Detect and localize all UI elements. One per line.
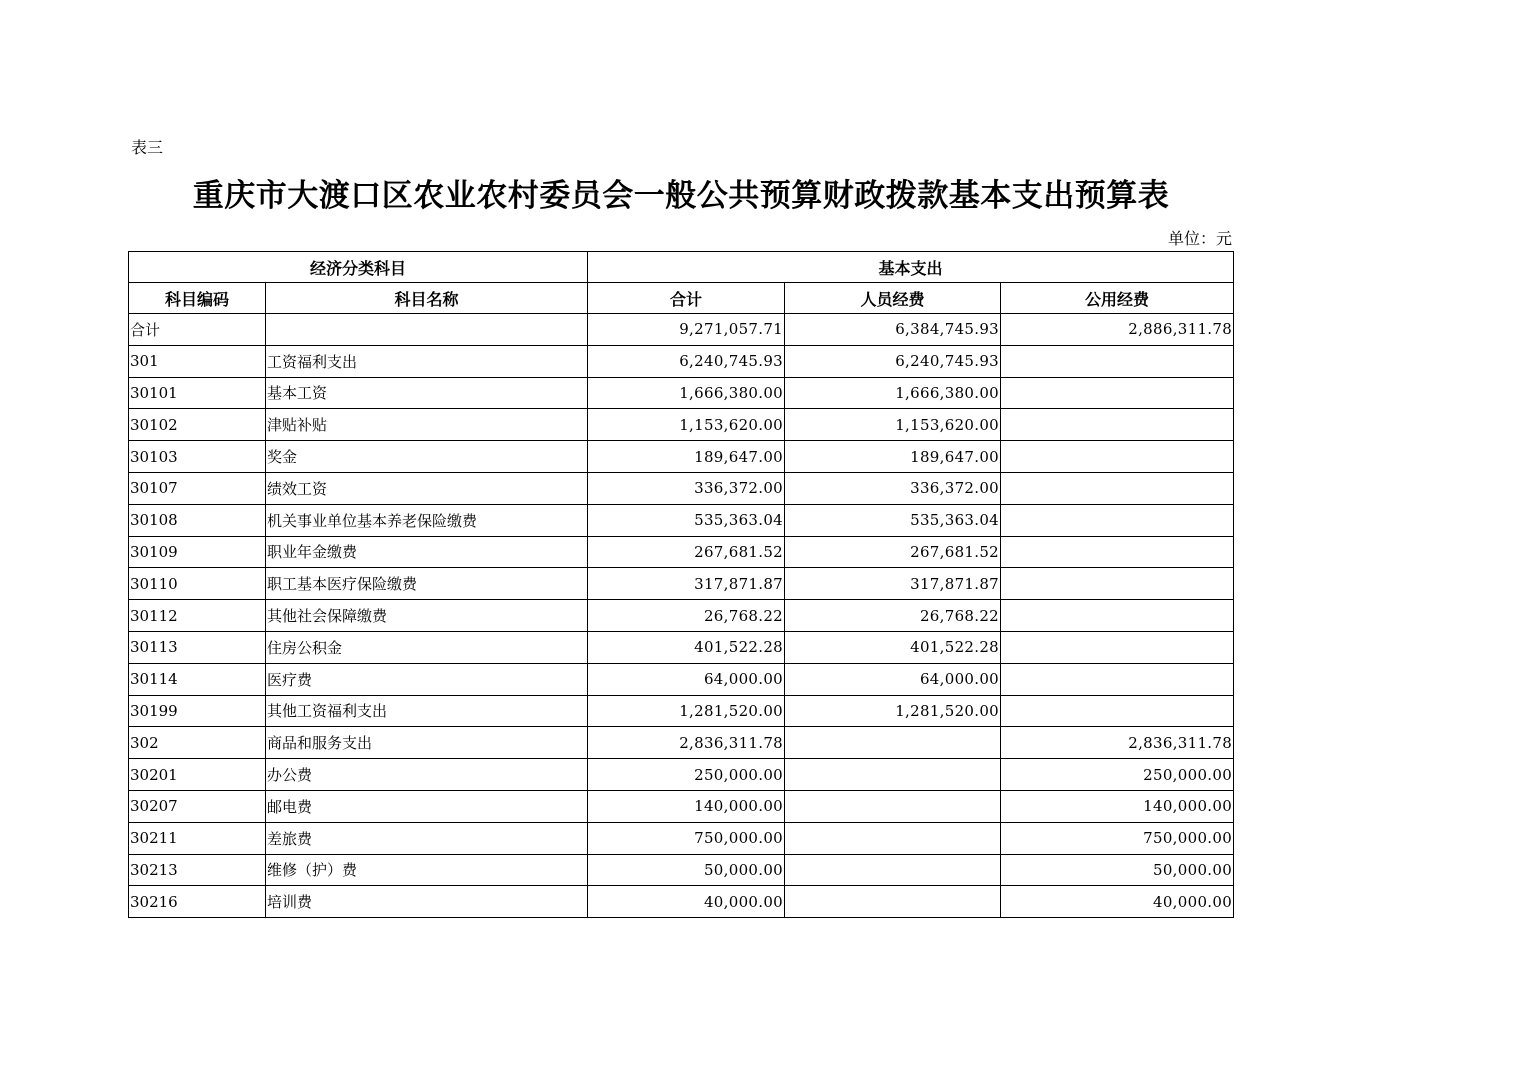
cell-public: 140,000.00 <box>1001 790 1234 822</box>
cell-code: 30211 <box>129 822 266 854</box>
cell-public: 40,000.00 <box>1001 886 1234 918</box>
cell-personnel <box>785 790 1001 822</box>
cell-total: 1,666,380.00 <box>588 377 785 409</box>
cell-personnel <box>785 854 1001 886</box>
table-row <box>129 504 1234 536</box>
cell-total: 6,240,745.93 <box>588 345 785 377</box>
cell-code: 合计 <box>129 314 266 346</box>
cell-public: 50,000.00 <box>1001 854 1234 886</box>
cell-public <box>1001 568 1234 600</box>
cell-total: 9,271,057.71 <box>588 314 785 346</box>
cell-total: 1,281,520.00 <box>588 695 785 727</box>
table-row <box>129 600 1234 632</box>
cell-name: 办公费 <box>266 759 588 791</box>
cell-name: 医疗费 <box>266 663 588 695</box>
cell-personnel: 535,363.04 <box>785 504 1001 536</box>
cell-total: 535,363.04 <box>588 504 785 536</box>
cell-personnel: 64,000.00 <box>785 663 1001 695</box>
table-row <box>129 822 1234 854</box>
cell-code: 30107 <box>129 472 266 504</box>
table-row <box>129 314 1234 346</box>
cell-personnel: 1,281,520.00 <box>785 695 1001 727</box>
cell-personnel: 189,647.00 <box>785 441 1001 473</box>
unit-label: 单位：元 <box>1167 229 1232 248</box>
cell-public <box>1001 472 1234 504</box>
cell-code: 30213 <box>129 854 266 886</box>
cell-public: 250,000.00 <box>1001 759 1234 791</box>
header-code: 科目编码 <box>129 283 266 314</box>
cell-code: 301 <box>129 345 266 377</box>
cell-total: 50,000.00 <box>588 854 785 886</box>
table-row <box>129 759 1234 791</box>
cell-personnel: 6,240,745.93 <box>785 345 1001 377</box>
cell-total: 26,768.22 <box>588 600 785 632</box>
cell-public <box>1001 441 1234 473</box>
cell-code: 30207 <box>129 790 266 822</box>
table-row <box>129 854 1234 886</box>
cell-personnel: 26,768.22 <box>785 600 1001 632</box>
cell-personnel: 401,522.28 <box>785 631 1001 663</box>
cell-public <box>1001 695 1234 727</box>
cell-name: 其他工资福利支出 <box>266 695 588 727</box>
cell-code: 30199 <box>129 695 266 727</box>
header-basic-expenditure: 基本支出 <box>588 252 1234 283</box>
cell-total: 189,647.00 <box>588 441 785 473</box>
cell-code: 30112 <box>129 600 266 632</box>
cell-name: 奖金 <box>266 441 588 473</box>
cell-public <box>1001 504 1234 536</box>
cell-code: 30201 <box>129 759 266 791</box>
cell-name: 邮电费 <box>266 790 588 822</box>
table-row <box>129 377 1234 409</box>
table-row <box>129 663 1234 695</box>
header-name: 科目名称 <box>266 283 588 314</box>
cell-name: 商品和服务支出 <box>266 727 588 759</box>
cell-name: 住房公积金 <box>266 631 588 663</box>
cell-name: 培训费 <box>266 886 588 918</box>
cell-personnel <box>785 886 1001 918</box>
cell-public: 2,836,311.78 <box>1001 727 1234 759</box>
header-personnel: 人员经费 <box>785 283 1001 314</box>
table-row <box>129 345 1234 377</box>
cell-public: 750,000.00 <box>1001 822 1234 854</box>
table-row <box>129 631 1234 663</box>
cell-total: 401,522.28 <box>588 631 785 663</box>
cell-total: 250,000.00 <box>588 759 785 791</box>
cell-total: 1,153,620.00 <box>588 409 785 441</box>
cell-total: 2,836,311.78 <box>588 727 785 759</box>
cell-name: 津贴补贴 <box>266 409 588 441</box>
table-row <box>129 568 1234 600</box>
table-row <box>129 727 1234 759</box>
cell-public <box>1001 409 1234 441</box>
cell-public <box>1001 536 1234 568</box>
cell-code: 30216 <box>129 886 266 918</box>
cell-name: 基本工资 <box>266 377 588 409</box>
document-title: 重庆市大渡口区农业农村委员会一般公共预算财政拨款基本支出预算表 <box>192 178 1170 214</box>
cell-code: 30108 <box>129 504 266 536</box>
cell-name: 工资福利支出 <box>266 345 588 377</box>
table-row <box>129 536 1234 568</box>
cell-personnel: 1,153,620.00 <box>785 409 1001 441</box>
cell-code: 30103 <box>129 441 266 473</box>
cell-code: 30102 <box>129 409 266 441</box>
header-economic-category: 经济分类科目 <box>129 252 588 283</box>
cell-code: 30113 <box>129 631 266 663</box>
cell-code: 30110 <box>129 568 266 600</box>
cell-personnel: 6,384,745.93 <box>785 314 1001 346</box>
cell-code: 30114 <box>129 663 266 695</box>
cell-name: 职业年金缴费 <box>266 536 588 568</box>
cell-name <box>266 314 588 346</box>
column-header-row <box>129 283 1234 314</box>
cell-name: 绩效工资 <box>266 472 588 504</box>
cell-name: 差旅费 <box>266 822 588 854</box>
budget-table <box>128 251 1234 918</box>
cell-public <box>1001 377 1234 409</box>
cell-public: 2,886,311.78 <box>1001 314 1234 346</box>
cell-total: 40,000.00 <box>588 886 785 918</box>
cell-name: 其他社会保障缴费 <box>266 600 588 632</box>
cell-personnel <box>785 759 1001 791</box>
group-header-row <box>129 252 1234 283</box>
cell-personnel: 267,681.52 <box>785 536 1001 568</box>
cell-public <box>1001 345 1234 377</box>
cell-total: 64,000.00 <box>588 663 785 695</box>
table-row <box>129 886 1234 918</box>
cell-personnel <box>785 822 1001 854</box>
cell-personnel: 1,666,380.00 <box>785 377 1001 409</box>
cell-total: 336,372.00 <box>588 472 785 504</box>
header-total: 合计 <box>588 283 785 314</box>
header-public: 公用经费 <box>1001 283 1234 314</box>
cell-code: 302 <box>129 727 266 759</box>
cell-personnel: 336,372.00 <box>785 472 1001 504</box>
cell-personnel <box>785 727 1001 759</box>
cell-code: 30101 <box>129 377 266 409</box>
cell-total: 750,000.00 <box>588 822 785 854</box>
table-body <box>129 314 1234 918</box>
cell-total: 317,871.87 <box>588 568 785 600</box>
cell-personnel: 317,871.87 <box>785 568 1001 600</box>
cell-name: 职工基本医疗保险缴费 <box>266 568 588 600</box>
table-row <box>129 472 1234 504</box>
table-row <box>129 790 1234 822</box>
cell-total: 267,681.52 <box>588 536 785 568</box>
table-row <box>129 441 1234 473</box>
cell-name: 机关事业单位基本养老保险缴费 <box>266 504 588 536</box>
cell-total: 140,000.00 <box>588 790 785 822</box>
cell-public <box>1001 600 1234 632</box>
cell-public <box>1001 631 1234 663</box>
table-label: 表三 <box>131 138 164 157</box>
table-row <box>129 409 1234 441</box>
cell-name: 维修（护）费 <box>266 854 588 886</box>
table-row <box>129 695 1234 727</box>
cell-code: 30109 <box>129 536 266 568</box>
cell-public <box>1001 663 1234 695</box>
